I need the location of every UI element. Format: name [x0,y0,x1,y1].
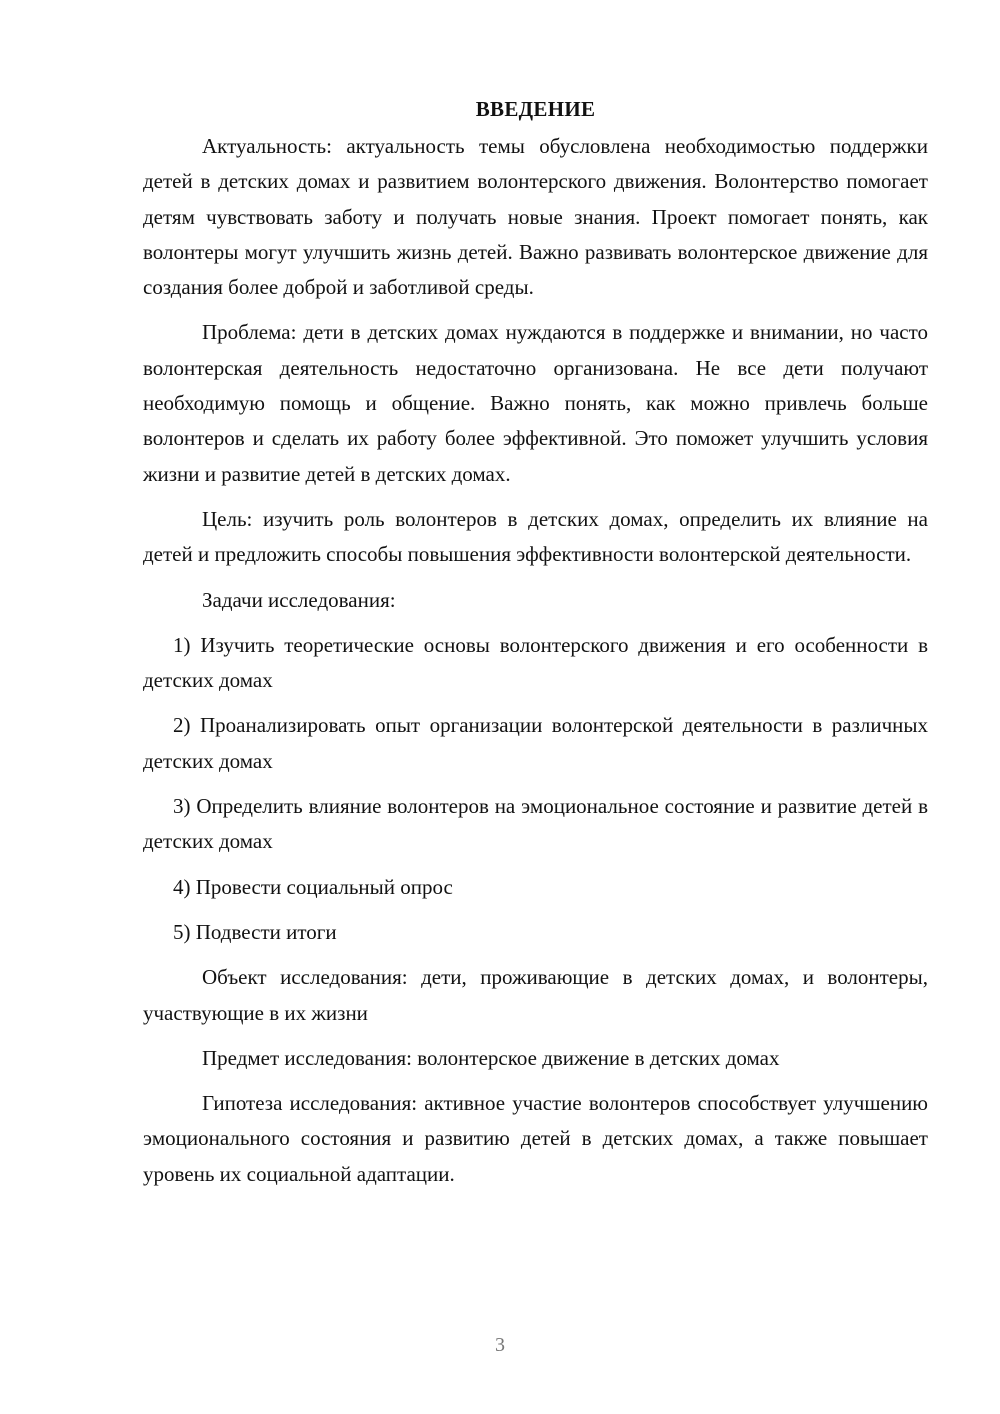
object-paragraph: Объект исследования: дети, проживающие в детских домах, и волонтеры, участвующие в их жизни [143,965,928,1025]
hypothesis-paragraph: Гипотеза исследования: активное участие волонтеров способствует улучшению эмоционального состояния и развитию детей в детских домах, а также повышает уровень их социальной адаптации. [143,1091,928,1186]
section-title: ВВЕДЕНИЕ [475,97,596,121]
goal-paragraph: Цель: изучить роль волонтеров в детских домах, определить их влияние на детей и предложить способы повышения эффективности волонтерской деятельности. [143,506,928,567]
task-item-2: 2) Проанализировать опыт организации волонтерской деятельности в различных детских домах [143,713,928,773]
task-item-5: 5) Подвести итоги [173,919,337,944]
subject-paragraph: Предмет исследования: волонтерское движение в детских домах [202,1045,780,1070]
document-page [143,92,928,1192]
task-item-3: 3) Определить влияние волонтеров на эмоциональное состояние и развитие детей в детских домах [143,794,928,854]
tasks-heading: Задачи исследования: [202,587,396,612]
page-number: 3 [495,1334,505,1356]
task-item-4: 4) Провести социальный опрос [173,874,453,899]
relevance-paragraph: Актуальность: актуальность темы обусловлена необходимостью поддержки детей в детских домах и развитием волонтерского движения. Волонтерство помогает детям чувствовать заботу и получать новые знания. Проект помогает понять, как волонтеры могут улучшить жизнь детей. Важно развивать волонтерское движение для создания более доброй и заботливой среды. [143,134,928,300]
task-item-1: 1) Изучить теоретические основы волонтерского движения и его особенности в детских домах [143,632,928,693]
problem-paragraph: Проблема: дети в детских домах нуждаются в поддержке и внимании, но часто волонтерская деятельность недостаточно организована. Не все дети получают необходимую помощь и общение. Важно понять, как можно привлечь больше волонтеров и сделать их работу более эффективной. Это поможет улучшить условия жизни и развитие детей в детских домах. [143,320,928,486]
